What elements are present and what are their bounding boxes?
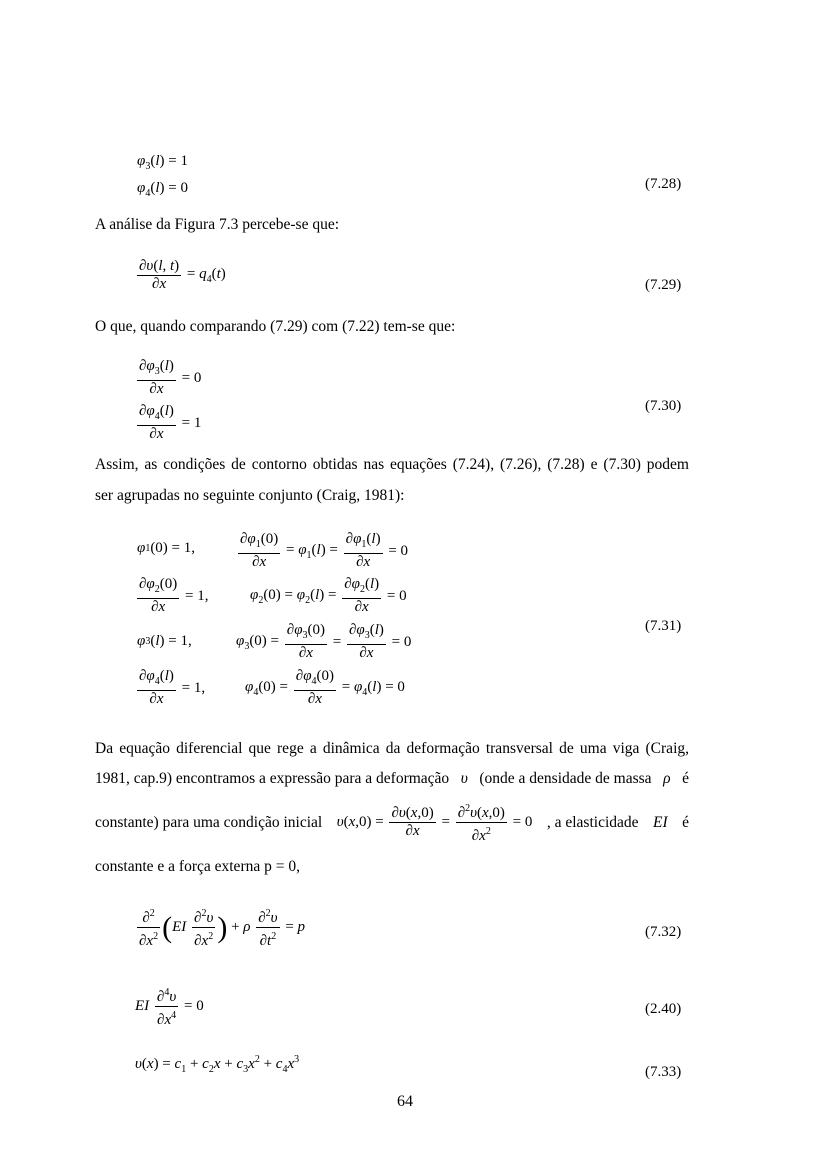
paragraph-da-equacao-line2-c: é: [682, 770, 689, 787]
paragraph-da-equacao-line3-a: constante) para uma condição inicial: [95, 813, 323, 831]
page-number: 64: [397, 1093, 413, 1110]
equation-7-31-row2-b: $\varphi_2(0) = \varphi_2(l)$ = $\frac{\partial\varphi_2(l)}{\partial x}$ = 0: [250, 576, 407, 615]
equation-phi3-l: $\varphi_3(l) = 1$: [137, 153, 188, 172]
equation-7-31-row3-a: φ 3 ( l ) = 1,: [137, 633, 192, 649]
paragraph-comparando: O que, quando comparando (7.29) com (7.22) tem-se que:: [95, 318, 456, 335]
inline-initial-condition: υ(x,0) = $\frac{\partial\upsilon(x,0)}{\partial x}$ = $\frac{\partial^2\upsilon(x,0)}{\partial x^2}$ = 0: [337, 800, 533, 845]
paragraph-da-equacao-line2-a: 1981, cap.9) encontramos a expressão para a deformação: [95, 770, 450, 787]
paragraph-da-equacao-line4: constante e a força externa p = 0,: [95, 858, 300, 875]
equation-number-7-33: (7.33): [645, 1064, 682, 1080]
equation-7-31-row4-a: $\frac{\partial\varphi_4(l)}{\partial x}$ = 1,: [139, 668, 206, 707]
symbol-rho: ρ: [663, 770, 671, 787]
paragraph-figura-7-3: A análise da Figura 7.3 percebe-se que:: [95, 216, 340, 233]
equation-number-7-29: (7.29): [645, 277, 682, 293]
equation-number-7-32: (7.32): [645, 924, 682, 940]
paragraph-da-equacao-line1: Da equação diferencial que rege a dinâmica da deformação transversal de uma viga (Craig,: [95, 740, 689, 757]
equation-7-31-row1-a: φ 1 (0) = 1,: [137, 540, 196, 556]
equation-number-7-30: (7.30): [645, 398, 682, 414]
equation-7-32: $\frac{\partial^2}{\partial x^2}$ ( EI $\frac{\partial^2\upsilon}{\partial x^2}$ ) + ρ $\frac{\partial^2\upsilon}{\partial t^2}$ = p: [135, 905, 305, 950]
symbol-EI: EI: [653, 813, 668, 831]
equation-number-7-28: (7.28): [645, 176, 682, 192]
paragraph-da-equacao-line3: [95, 800, 689, 845]
equation-number-2-40: (2.40): [645, 1001, 682, 1017]
equation-2-40: EI $\frac{\partial^4\upsilon}{\partial x^4}$ = 0: [135, 984, 204, 1029]
equation-7-31-row2-a: $\frac{\partial\varphi_2(0)}{\partial x}$ = 1,: [139, 576, 209, 615]
paragraph-da-equacao-line3-b: , a elasticidade: [546, 813, 639, 831]
equation-phi4-l: $\varphi_4(l) = 0$: [137, 180, 188, 199]
paragraph-da-equacao-line2-b: (onde a densidade de massa: [479, 770, 652, 787]
paragraph-da-equacao-line2: [95, 770, 689, 788]
equation-dphi3-dx: $\frac{\partial\varphi_3(l)}{\partial x}$ = 0: [139, 358, 202, 397]
equation-7-31-row1-b: $\frac{\partial\varphi_1(0)}{\partial x}$ = $\varphi_1(l)$ = $\frac{\partial\varphi_1(l)}{\partial x}$ = 0: [240, 531, 409, 570]
equation-7-31-row4-b: $\varphi_4(0)$ = $\frac{\partial\varphi_4(0)}{\partial x}$ = $\varphi_4(l) = 0$: [245, 668, 405, 707]
equation-7-31-row3-b: $\varphi_3(0)$ = $\frac{\partial\varphi_3(0)}{\partial x}$ = $\frac{\partial\varphi_3(l)}{\partial x}$ = 0: [236, 622, 412, 661]
equation-number-7-31: (7.31): [645, 618, 682, 634]
paragraph-assim-line2: ser agrupadas no seguinte conjunto (Craig, 1981):: [95, 487, 405, 504]
paragraph-assim-line1: Assim, as condições de contorno obtidas nas equações (7.24), (7.26), (7.28) e (7.30) podem: [95, 456, 689, 473]
equation-7-29: $\frac{\partial\upsilon(l, t)}{\partial x}$ = $q_4(t)$: [139, 258, 226, 292]
symbol-upsilon: υ: [460, 770, 468, 787]
equation-dphi4-dx: $\frac{\partial\varphi_4(l)}{\partial x}$ = 1: [139, 403, 202, 442]
paragraph-da-equacao-line3-c: é: [682, 813, 689, 831]
equation-7-33: $\upsilon(x) = c_1 + c_2x + c_3x^2 + c_4x^3$: [135, 1054, 300, 1075]
